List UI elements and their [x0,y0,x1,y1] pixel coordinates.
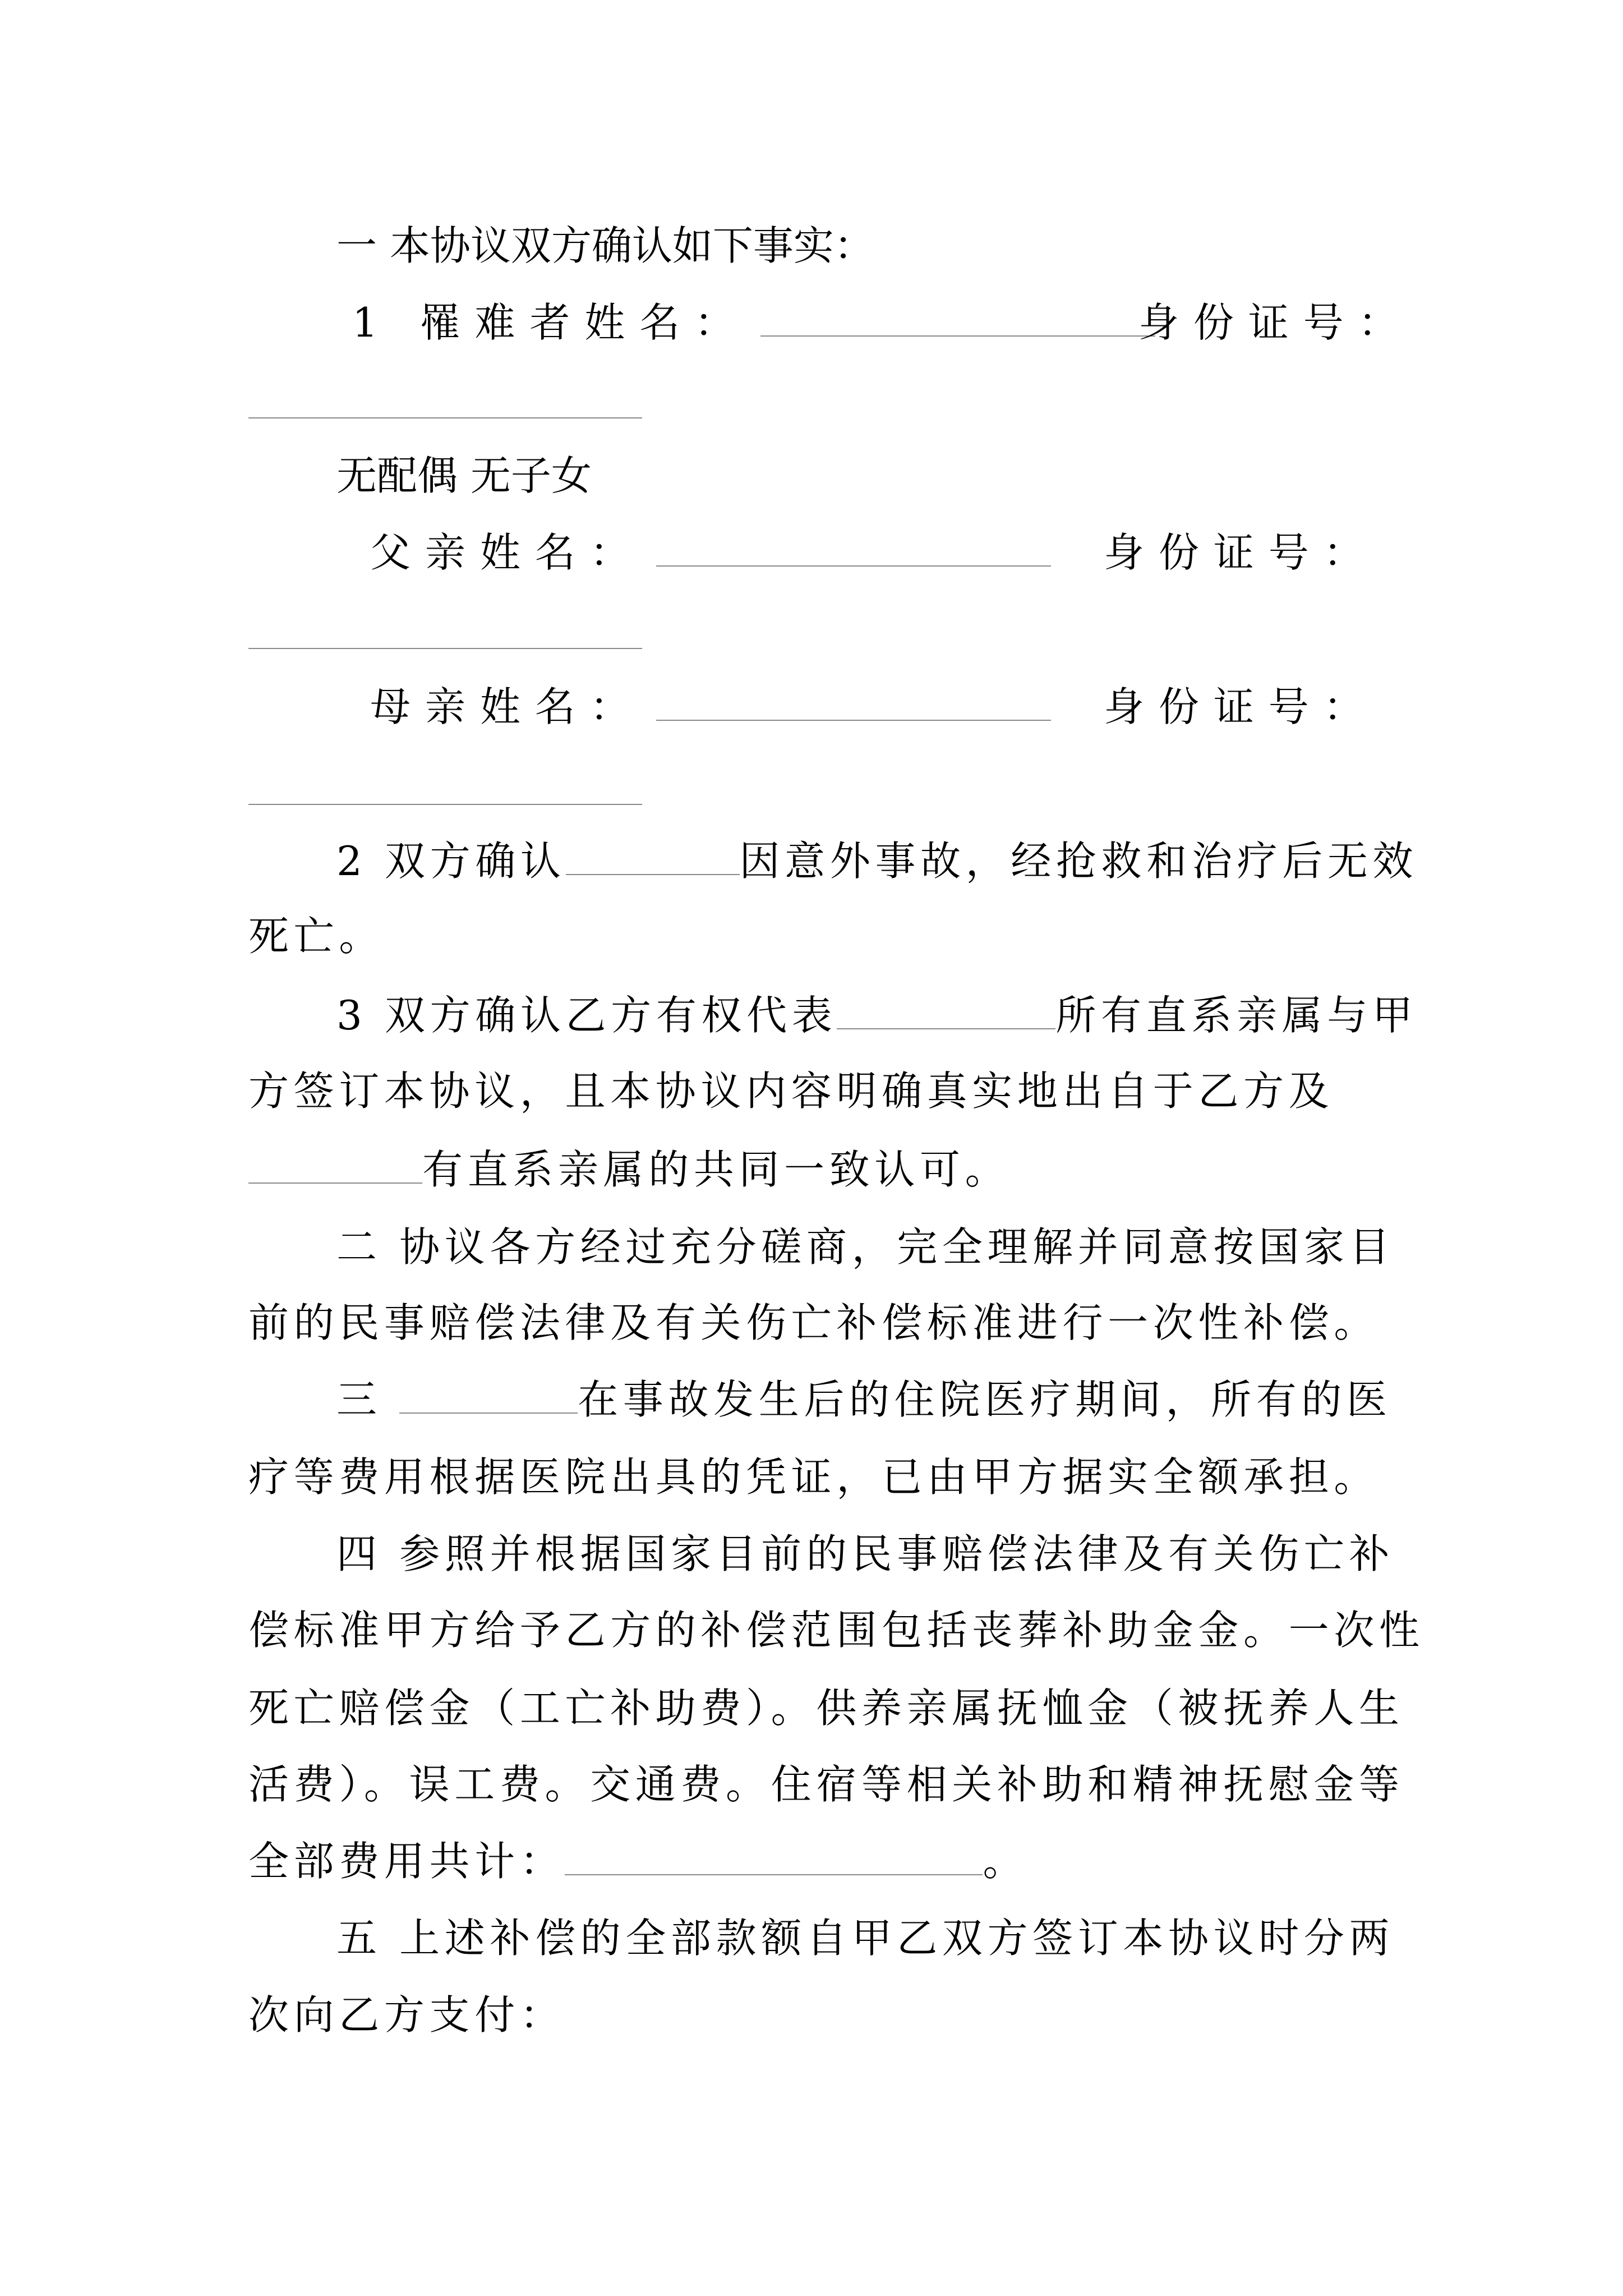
section-4-line-2: 偿标准甲方给予乙方的补偿范围包括丧葬补助金金。一次性 [248,1607,1424,1654]
section-2-line-2: 前的民事赔偿法律及有关伤亡补偿标准进行一次性补偿。 [248,1299,1380,1346]
p2-blank[interactable] [566,837,740,875]
victim-name-field[interactable] [760,298,1155,337]
para-2-line-1: 2 双方确认 因意外事故，经抢救和治疗后无效 [336,838,1418,885]
section-4-line-5: 全部费用共计： 。 [248,1838,1029,1885]
s3-blank[interactable] [399,1375,578,1414]
section-5-line-2: 次向乙方支付： [248,1991,565,2039]
mother-row [370,676,1051,738]
section-2-line-1: 二 协议各方经过充分磋商，完全理解并同意按国家目 [336,1223,1395,1271]
section-3-line-1: 三 在事故发生后的住院医疗期间，所有的医 [336,1376,1392,1423]
section-5-line-1: 五 上述补偿的全部款额自甲乙双方签订本协议时分两 [336,1915,1395,1962]
section-1-title: 一 本协议双方确认如下事实： [336,222,874,269]
para-3-line-1: 3 双方确认乙方有权代表 所有直系亲属与甲 [336,992,1418,1039]
section-4-line-3: 死亡赔偿金（工亡补助费）。供养亲属抚恤金（被抚养人生 [248,1685,1404,1732]
section-4-line-1: 四 参照并根据国家目前的民事赔偿法律及有关伤亡补 [336,1530,1395,1577]
para-2-line-2: 死亡。 [248,913,384,960]
para-3-line-2: 方签订本协议，且本协议内容明确真实地出自于乙方及 [248,1068,1334,1115]
mother-name-field[interactable] [656,683,1051,721]
section-3-line-2: 疗等费用根据医院出具的凭证，已由甲方据实全额承担。 [248,1453,1380,1501]
father-row [370,522,1051,583]
father-id-label: 身份证号： [1104,529,1378,576]
victim-id-field[interactable] [248,417,642,418]
p3-blank-2[interactable] [248,1145,422,1184]
mother-id-field[interactable] [248,804,642,805]
victim-name-label: 1 罹难者姓名： [352,299,750,346]
father-name-label: 父亲姓名： [370,529,645,576]
father-id-field[interactable] [248,648,642,649]
no-spouse-note: 无配偶 无子女 [336,452,592,499]
mother-name-label: 母亲姓名： [370,683,645,730]
mother-id-label: 身份证号： [1104,683,1378,730]
victim-row [352,292,1155,353]
para-3-line-3: 有直系亲属的共同一致认可。 [248,1139,1010,1200]
victim-id-label: 身份证号： [1138,299,1413,346]
father-name-field[interactable] [656,528,1051,567]
p3-blank-1[interactable] [837,991,1055,1029]
section-4-line-4: 活费）。误工费。交通费。住宿等相关补助和精神抚慰金等 [248,1761,1404,1808]
total-amount-field[interactable] [565,1837,983,1875]
